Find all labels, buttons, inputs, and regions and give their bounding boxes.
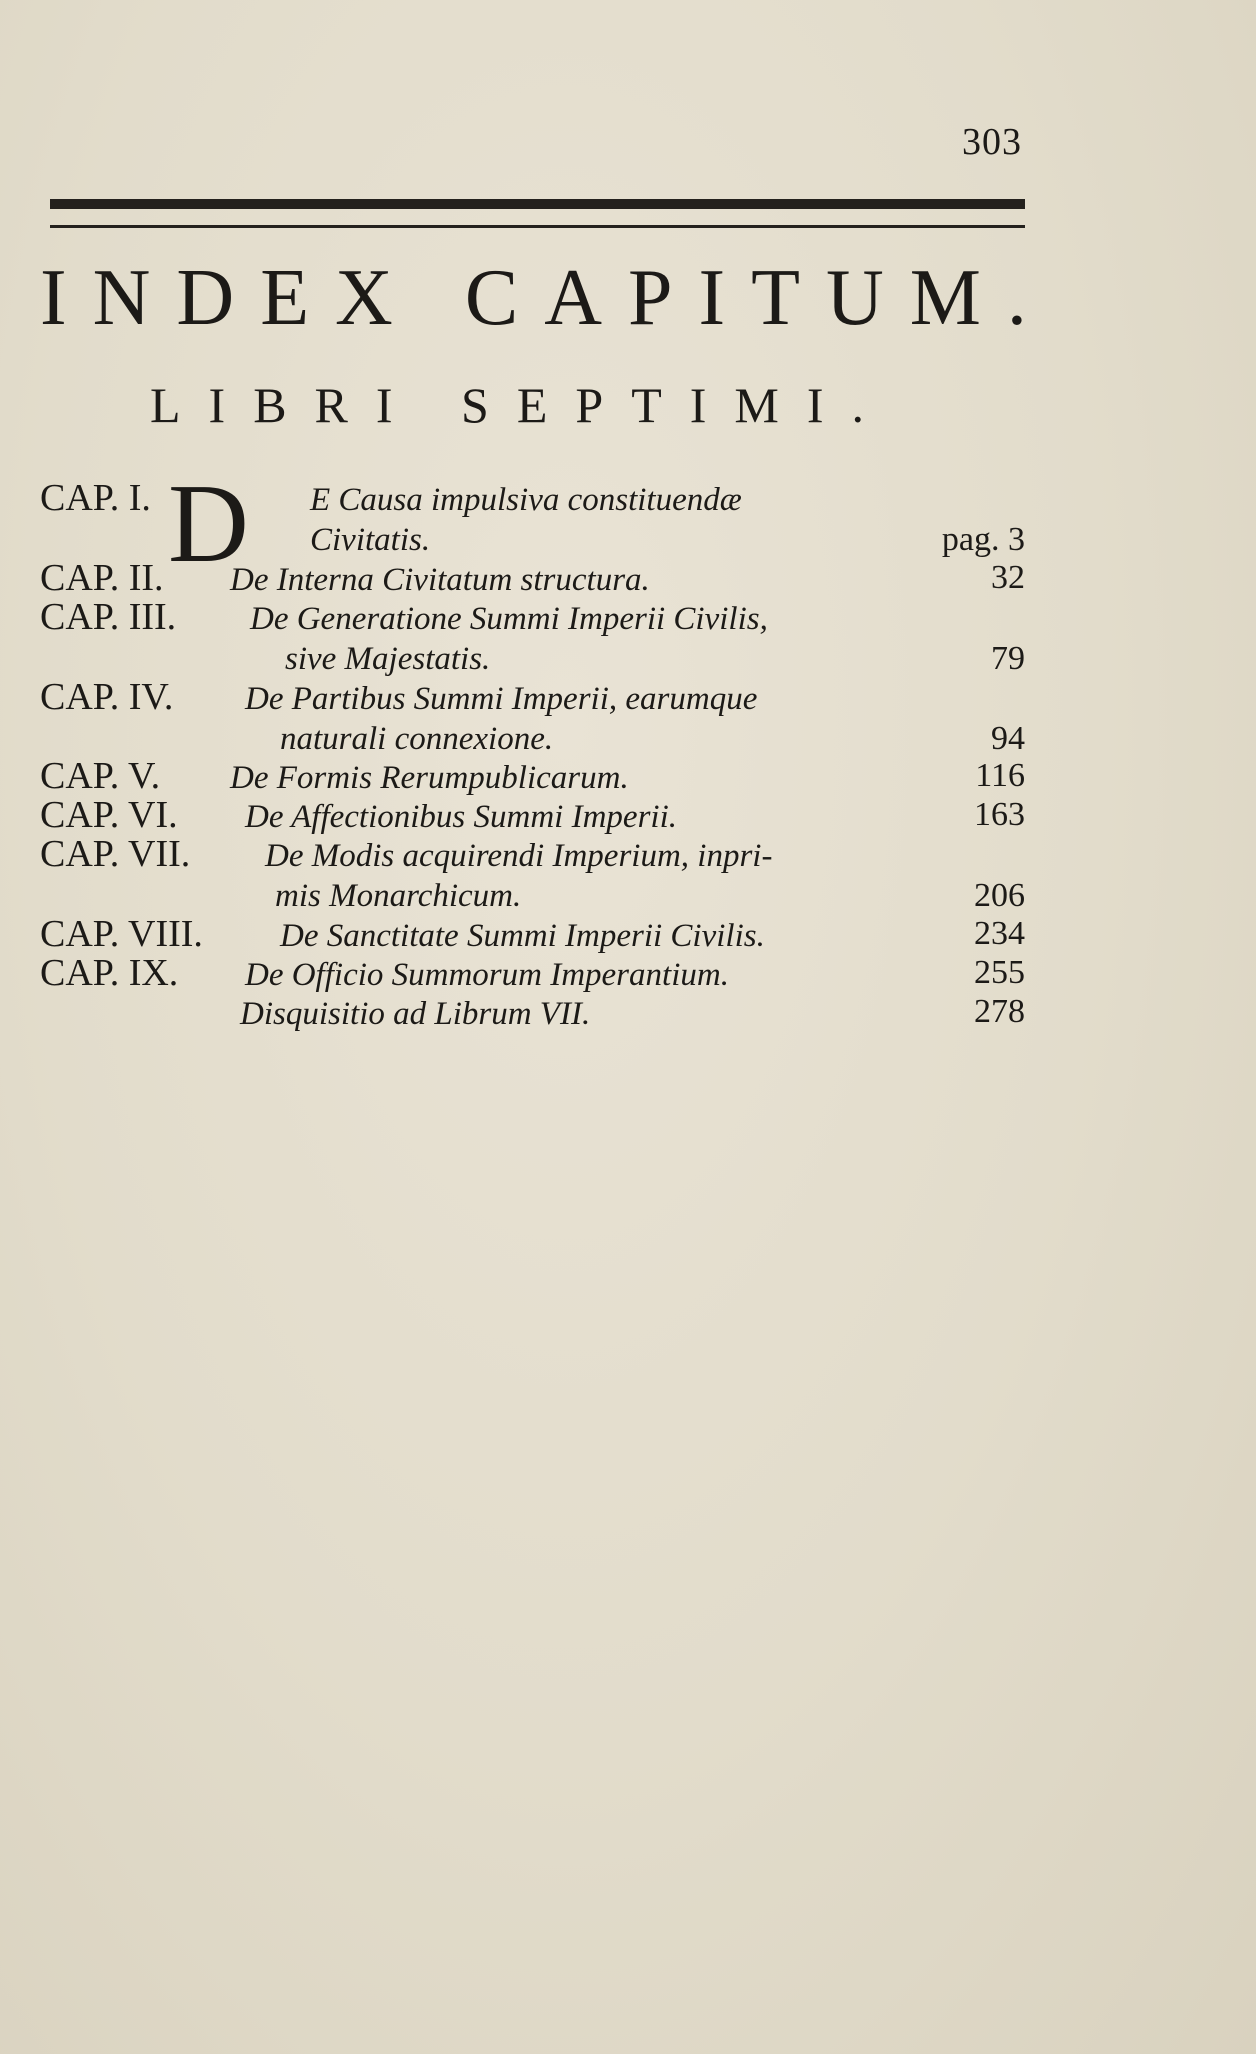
chapter-title-continued: mis Monarchicum. (275, 878, 522, 914)
chapter-title: De Interna Civitatum structura. (230, 562, 650, 598)
index-subtitle: LIBRI SEPTIMI. (150, 377, 892, 433)
index-title: INDEX CAPITUM. (40, 254, 1053, 342)
chapter-title: De Officio Summorum Imperantium. (245, 957, 729, 993)
chapter-number: CAP. VI. (40, 794, 178, 836)
page-reference: 116 (975, 757, 1025, 794)
page-reference: 206 (974, 877, 1025, 914)
chapter-number: CAP. VII. (40, 833, 191, 875)
index-entry (40, 992, 1025, 1032)
page-reference: 163 (974, 796, 1025, 833)
chapter-title: E Causa impulsiva constituendæ (310, 482, 742, 518)
page-number: 303 (962, 121, 1022, 163)
chapter-title-continued: Civitatis. (310, 522, 431, 558)
index-entry (40, 478, 1025, 558)
index-entry (40, 953, 1025, 993)
page-reference: 32 (991, 559, 1025, 596)
page-reference: 94 (991, 720, 1025, 757)
chapter-title-continued: naturali connexione. (280, 721, 554, 757)
chapter-title: De Partibus Summi Imperii, earumque (245, 681, 758, 717)
index-entry (40, 756, 1025, 796)
chapter-number: CAP. IV. (40, 676, 174, 718)
header-rule-thin (50, 225, 1025, 228)
drop-cap: D (168, 462, 249, 586)
header-rule-thick (50, 199, 1025, 209)
index-entry (40, 597, 1025, 677)
chapter-number: CAP. V. (40, 755, 161, 797)
chapter-number: CAP. II. (40, 557, 164, 599)
chapter-title: De Modis acquirendi Imperium, inpri- (265, 838, 773, 874)
page-reference: 79 (991, 640, 1025, 677)
index-entry (40, 914, 1025, 954)
chapter-number: CAP. VIII. (40, 913, 203, 955)
chapter-title: De Formis Rerumpublicarum. (230, 760, 629, 796)
chapter-number: CAP. I. (40, 477, 151, 519)
chapter-number: CAP. IX. (40, 952, 179, 994)
page-reference: 234 (974, 915, 1025, 952)
chapter-title-continued: sive Majestatis. (285, 641, 491, 677)
chapter-title: De Affectionibus Summi Imperii. (245, 799, 677, 835)
page-reference: 255 (974, 954, 1025, 991)
index-entry (40, 677, 1025, 757)
chapter-title: Disquisitio ad Librum VII. (240, 996, 591, 1032)
chapter-title: De Sanctitate Summi Imperii Civilis. (280, 918, 765, 954)
index-entry (40, 834, 1025, 914)
page-reference: 278 (974, 993, 1025, 1030)
page-reference: pag. 3 (941, 521, 1025, 558)
index-entry (40, 558, 1025, 598)
chapter-title: De Generatione Summi Imperii Civilis, (250, 601, 768, 637)
chapter-number: CAP. III. (40, 596, 177, 638)
index-entry (40, 795, 1025, 835)
